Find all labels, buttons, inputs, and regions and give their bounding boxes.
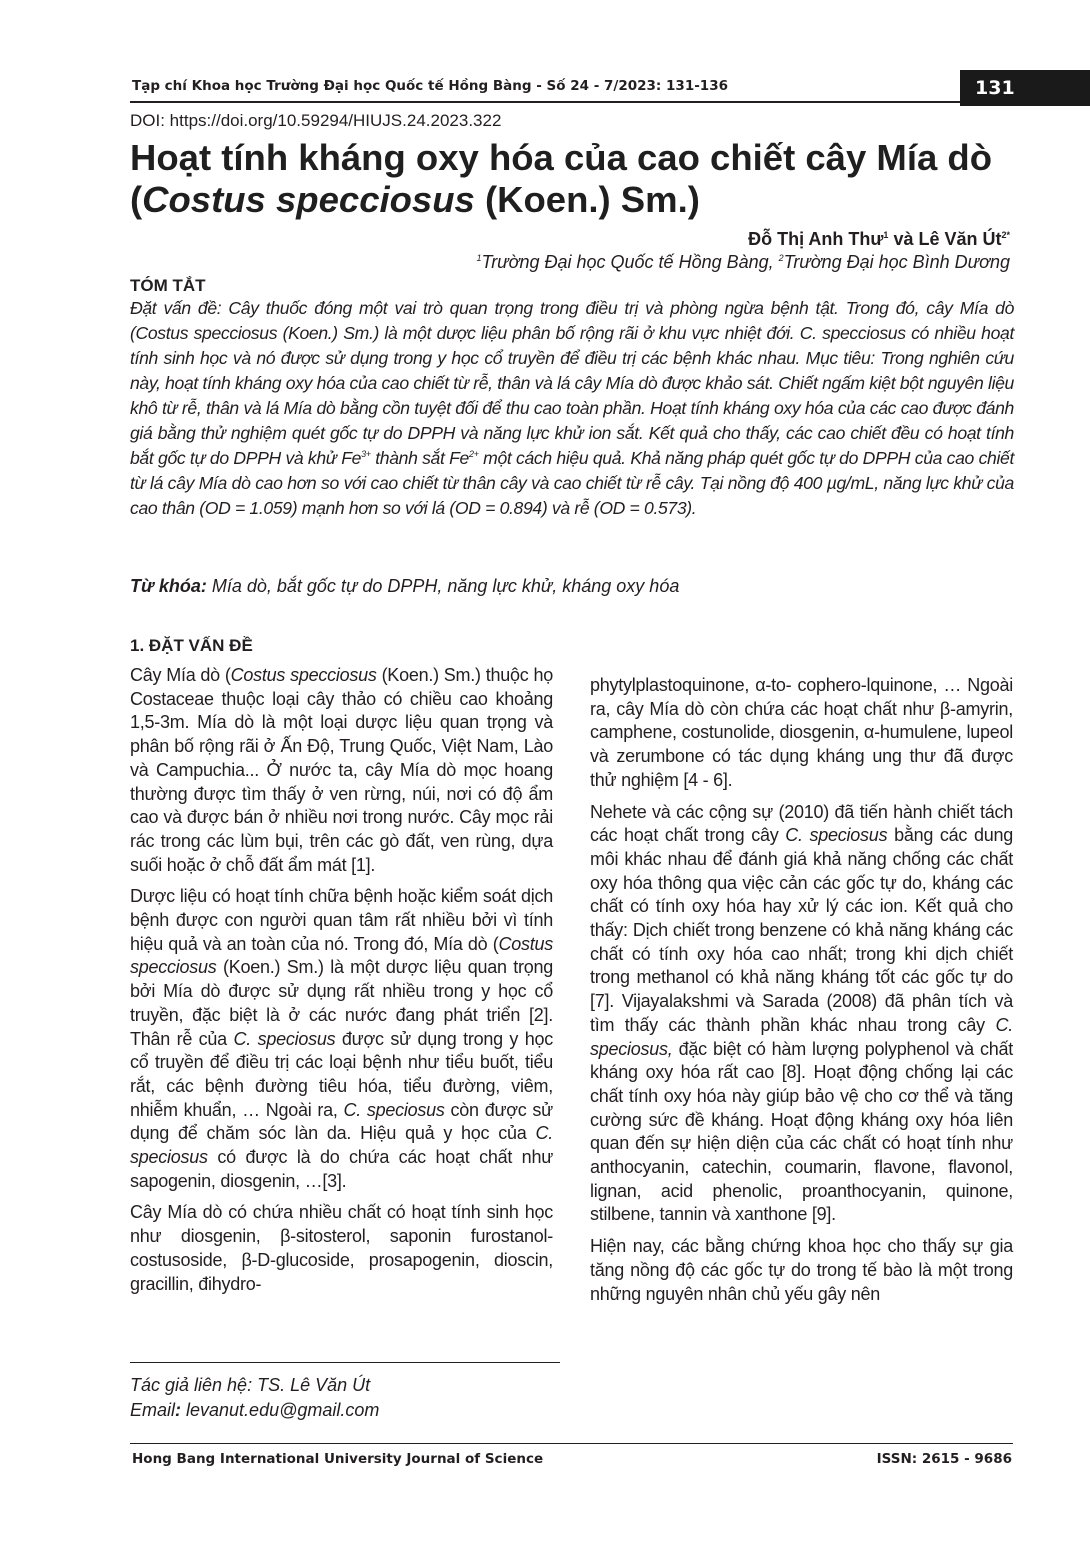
title-part2: (Koen.) Sm.) [474,179,700,220]
species-italic: C. speciosus, [590,1014,1013,1059]
footer-issn: ISSN: 2615 - 9686 [876,1451,1012,1467]
keywords-text: Mía dò, bắt gốc tự do DPPH, năng lực khử, kháng oxy hóa [206,576,680,596]
affil-2-sup: 2 [778,253,784,263]
author-2-sup: 2* [1001,230,1010,240]
abstract-heading: TÓM TẮT [130,276,206,295]
correspondence-email [130,1398,379,1423]
column-left [130,664,553,1304]
text-run: còn được sử dụng để chăm sóc làn da. Hiệu quả y học của [130,1099,553,1144]
abstract-part3: một cách hiệu quả. Khả năng pháp quét gốc tự do DPPH của cao chiết từ lá cây Mía dò cao hơn so với cao chiết từ thân cây và cao chiết từ rễ cây. Tại nồng độ 400 µg/mL, năng lực khử của cao thân (OD = 1.059) mạnh hơn so với lá (OD = 0.894) và rễ (OD = 0.573). [130,448,1015,518]
text-run: phytylplastoquinone, α-to- cophero-lquinone, … Ngoài ra, cây Mía dò còn chứa các hoạt chất như β-amyrin, camphene, costunolide, diosgenin, α-humulene, lupeol và zerumbone có tác dụng kháng ung thư đã được thử nghiệm [4 - 6]. [590,675,1013,790]
article-title [130,137,1030,221]
author-1: Đỗ Thị Anh Thư [748,229,884,249]
text-run: Cây Mía dò ( [130,665,231,685]
affiliations [477,252,1010,273]
text-run: (Koen.) Sm.) thuộc họ Costaceae thuộc loại cây thảo có chiều cao khoảng 1,5-3m. Mía dò là một loại dược liệu quan trọng và phân bố rộng rãi ở Ấn Độ, Trung Quốc, Việt Nam, Lào và Campuchia... Ở nước ta, cây Mía dò mọc hoang thường được tìm thấy ở ven rừng, núi, nơi có độ ẩm cao và được bán ở nhiều nơi trong nước. Cây mọc rải rác trong các lùm bụi, trên các gò đất, ven rùng, dựa suối hoặc ở chỗ đất ẩm mát [1]. [130,665,553,875]
column-right [590,674,1013,1314]
author-2: Lê Văn Út [918,229,1002,249]
email-label: Email [130,1400,176,1420]
page-number-badge: 131 [960,70,1090,106]
author-1-sup: 1 [883,230,889,240]
email-colon: : [175,1400,182,1420]
author-joiner: và [888,229,919,249]
paragraph [130,1201,553,1296]
corresponding-author: Tác giả liên hệ: TS. Lê Văn Út [130,1375,371,1395]
keywords-label: Từ khóa: [130,576,207,596]
species-italic: Costus specciosus [230,665,377,685]
abstract-text [130,296,1014,521]
correspondence-rule [130,1362,560,1363]
text-run: (Koen.) Sm.) là một dược liệu quan trọng bởi Mía dò được sử dụng rất nhiều trong y học cổ truyền, đặc biệt là ở các nước đang phát triển [2]. Thân rễ của [130,957,553,1049]
text-run: Hiện nay, các bằng chứng khoa học cho thấy sự gia tăng nồng độ các gốc tự do trong tế bào là một trong những nguyên nhân chủ yếu gây nên [590,1236,1013,1304]
text-run: có được là do chứa các hoạt chất như sapogenin, diosgenin, …[3]. [130,1147,553,1191]
fe3-sup: 3+ [361,449,371,459]
header-rule [130,101,960,103]
paragraph [130,885,553,1193]
correspondence [130,1373,379,1423]
affil-2: Trường Đại học Bình Dương [783,252,1010,272]
paragraph [590,1235,1013,1306]
paragraph [130,664,553,877]
text-run: Dược liệu có hoạt tính chữa bệnh hoặc kiểm soát dịch bệnh được con người quan tâm rất nhiều bởi vì tính hiệu quả và an toàn của nó. Trong đó, Mía dò ( [130,886,553,954]
paragraph [590,801,1013,1228]
footer-journal-name: Hong Bang International University Journal of Science [132,1451,544,1467]
species-italic: C. speciosus [343,1099,445,1120]
species-italic: C. speciosus [233,1028,336,1049]
footer-rule [130,1443,1013,1444]
abstract-part2: thành sắt Fe [370,448,469,468]
abstract-part1: Đặt vấn đề: Cây thuốc đóng một vai trò quan trọng trong điều trị và phòng ngừa bệnh tật. Trong đó, cây Mía dò (Costus specciosus (Koen.) Sm.) là một dược liệu phân bố rộng rãi ở khu vực nhiệt đới. C. specciosus có nhiều hoạt tính sinh học và nó được sử dụng trong y học cổ truyền để điều trị các bệnh khác nhau. Mục tiêu: Trong nghiên cứu này, hoạt tính kháng oxy hóa của cao chiết từ rễ, thân và lá cây Mía dò được khảo sát. Chiết ngấm kiệt bột nguyên liệu khô từ rễ, thân và lá Mía dò bằng cồn tuyệt đối để thu cao toàn phần. Hoạt tính kháng oxy hóa của các cao được đánh giá bằng thử nghiệm quét gốc tự do DPPH và năng lực khử ion sắt. Kết quả cho thấy, các cao chiết đều có hoạt tính bắt gốc tự do DPPH và khử Fe [130,298,1014,468]
paragraph [590,674,1013,793]
text-run: Cây Mía dò có chứa nhiều chất có hoạt tính sinh học như diosgenin, β-sitosterol, saponin furostanol-costusoside, β-D-glucoside, prosapogenin, dioscin, gracillin, đihydro- [130,1202,553,1294]
affil-1: Trường Đại học Quốc tế Hồng Bàng, [481,252,779,272]
title-species: Costus specciosus [142,179,475,220]
title-part1: Hoạt tính kháng oxy hóa của cao chiết cây Mía dò ( [130,137,992,220]
text-run: đặc biệt có hàm lượng polyphenol và chất kháng oxy hóa rất cao [8]. Hoạt động chống lại các chất tính oxy hóa này giúp bảo vệ cho cơ thể và tăng cường sức đề kháng. Hoạt động kháng oxy hóa liên quan đến sự hiện diện của các chất có hoạt tính như anthocyanin, catechin, coumarin, flavone, flavonol, lignan, acid phenolic, proanthocyanin, quinone, stilbene, tannin và xanthone [9]. [590,1038,1013,1225]
species-italic: C. speciosus [785,825,888,846]
authors [748,229,1010,250]
keywords [130,576,679,597]
doi-link[interactable]: DOI: https://doi.org/10.59294/HIUJS.24.2023.322 [130,111,502,130]
email-address[interactable]: levanut.edu@gmail.com [181,1400,380,1420]
fe2-sup: 2+ [468,449,479,459]
text-run: được sử dụng trong y học cổ truyền để điều trị các loại bệnh như tiểu buốt, tiểu rắt, các bệnh đường tiêu hóa, tiểu đường, viêm, nhiễm khuẩn, … Ngoài ra, [130,1028,553,1120]
species-italic: C. speciosus [130,1123,553,1168]
section-heading: 1. ĐẶT VẤN ĐỀ [130,636,253,655]
species-italic: Costus specciosus [130,933,553,978]
text-run: bằng các dung môi khác nhau để đánh giá khả năng chống các chất oxy hóa thông qua việc cản các gốc tự do, kháng các chất có tính oxy hóa hay xử lý các ion. Kết quả cho thấy: Dịch chiết trong benzene có khả năng kháng các chất có tính oxy hóa cao nhất; trong khi dịch chiết trong methanol có khả năng kháng tốt các gốc tự do [7]. Vijayalakshmi và Sarada (2008) đã phân tích và tìm thấy các thành phần khác nhau trong cây [590,825,1014,1035]
text-run: Nehete và các cộng sự (2010) đã tiến hành chiết tách các hoạt chất trong cây [590,801,1013,846]
journal-header: Tạp chí Khoa học Trường Đại học Quốc tế Hồng Bàng - Số 24 - 7/2023: 131-136 [132,78,728,94]
affil-1-sup: 1 [476,253,482,263]
